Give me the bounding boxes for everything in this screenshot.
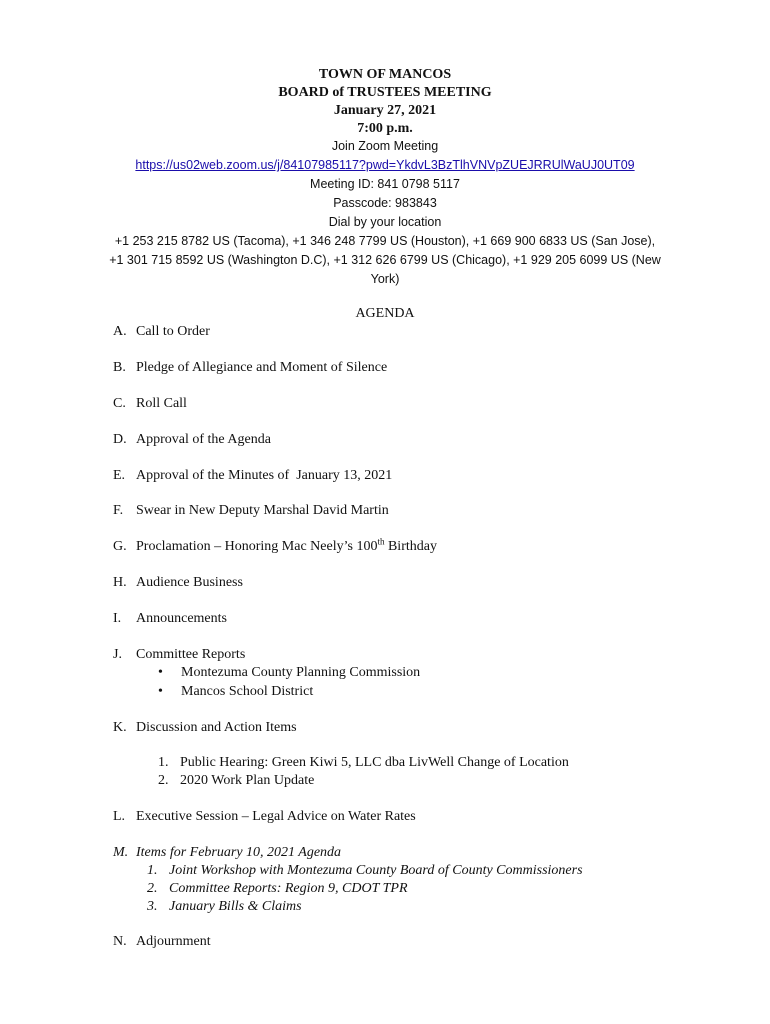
zoom-meeting-link[interactable]: https://us02web.zoom.us/j/84107985117?pwd=YkdvL3BzTlhVNVpZUEJRRUlWaUJ0UT09	[135, 158, 635, 172]
item-letter: B.	[113, 360, 126, 375]
dial-label: Dial by your location	[328, 215, 442, 229]
list-number: 2.	[147, 881, 158, 896]
item-letter: A.	[113, 324, 127, 339]
meeting-date: January 27, 2021	[333, 103, 437, 118]
item-text: Proclamation – Honoring Mac Neely’s 100	[136, 539, 378, 554]
meeting-id: Meeting ID: 841 0798 5117	[310, 177, 460, 191]
bullet-icon: •	[158, 684, 163, 699]
item-text: Swear in New Deputy Marshal David Martin	[136, 503, 389, 518]
list-number: 2.	[158, 773, 169, 788]
dial-numbers-line-2: +1 301 715 8592 US (Washington D.C), +1 312 626 6799 US (Chicago), +1 929 205 6099 US (New	[109, 253, 661, 267]
agenda-item-f	[113, 502, 389, 520]
discussion-item	[158, 754, 569, 772]
town-name: TOWN OF MANCOS	[318, 67, 452, 82]
join-zoom-label: Join Zoom Meeting	[331, 139, 439, 153]
discussion-item	[158, 772, 314, 790]
agenda-item-e	[113, 467, 392, 485]
item-text: Committee Reports	[136, 647, 246, 662]
agenda-item-n	[113, 933, 211, 951]
item-text: Roll Call	[136, 396, 187, 411]
list-item-text: Montezuma County Planning Commission	[181, 665, 421, 680]
list-item-text: January Bills & Claims	[169, 899, 302, 914]
item-letter: F.	[113, 503, 124, 518]
list-item-text: Mancos School District	[181, 684, 314, 699]
february-agenda-item	[147, 898, 302, 916]
item-text: Audience Business	[136, 575, 243, 590]
committee-report-item	[158, 683, 313, 701]
item-text: Call to Order	[136, 324, 210, 339]
item-text-end: Birthday	[384, 539, 437, 554]
item-text: Discussion and Action Items	[136, 720, 297, 735]
meeting-time: 7:00 p.m.	[357, 121, 413, 136]
list-item-text: 2020 Work Plan Update	[180, 773, 315, 788]
agenda-item-h	[113, 574, 243, 592]
list-number: 1.	[147, 863, 158, 878]
item-text: Pledge of Allegiance and Moment of Silence	[136, 360, 388, 375]
list-item-text: Public Hearing: Green Kiwi 5, LLC dba LivWell Change of Location	[180, 755, 569, 770]
committee-report-item	[158, 664, 420, 682]
item-letter: G.	[113, 539, 127, 554]
item-letter: E.	[113, 468, 126, 483]
item-text: Approval of the Agenda	[136, 432, 271, 447]
agenda-title: AGENDA	[355, 306, 415, 321]
item-text: Approval of the Minutes of January 13, 2021	[136, 468, 393, 483]
february-agenda-item	[147, 880, 408, 898]
ordinal-suffix: th	[377, 536, 385, 547]
february-agenda-item	[147, 862, 583, 880]
item-text: Items for February 10, 2021 Agenda	[136, 845, 342, 860]
item-text: Announcements	[136, 611, 227, 626]
agenda-item-d	[113, 431, 271, 449]
list-item-text: Joint Workshop with Montezuma County Board of County Commissioners	[169, 863, 583, 878]
item-letter: L.	[113, 809, 126, 824]
list-item-text: Committee Reports: Region 9, CDOT TPR	[169, 881, 408, 896]
dial-numbers-line-3: York)	[370, 272, 400, 286]
item-letter: K.	[113, 720, 127, 735]
item-letter: C.	[113, 396, 126, 411]
item-letter: I.	[113, 611, 122, 626]
item-letter: M.	[113, 845, 129, 860]
agenda-item-l	[113, 808, 416, 826]
agenda-item-g	[113, 538, 437, 556]
agenda-item-a	[113, 323, 210, 341]
item-text: Executive Session – Legal Advice on Water Rates	[136, 809, 416, 824]
board-title: BOARD of TRUSTEES MEETING	[278, 85, 492, 100]
item-text: Adjournment	[136, 934, 211, 949]
item-letter: J.	[113, 647, 122, 662]
item-letter: N.	[113, 934, 127, 949]
agenda-item-m	[113, 844, 341, 862]
agenda-item-b	[113, 359, 387, 377]
dial-numbers-line-1: +1 253 215 8782 US (Tacoma), +1 346 248 7799 US (Houston), +1 669 900 6833 US (San Jose),	[114, 234, 656, 248]
agenda-item-k	[113, 719, 297, 737]
bullet-icon: •	[158, 665, 163, 680]
item-letter: D.	[113, 432, 127, 447]
agenda-item-j	[113, 646, 245, 664]
agenda-item-i	[113, 610, 227, 628]
passcode: Passcode: 983843	[333, 196, 437, 210]
list-number: 1.	[158, 755, 169, 770]
item-letter: H.	[113, 575, 127, 590]
list-number: 3.	[147, 899, 158, 914]
agenda-item-c	[113, 395, 187, 413]
